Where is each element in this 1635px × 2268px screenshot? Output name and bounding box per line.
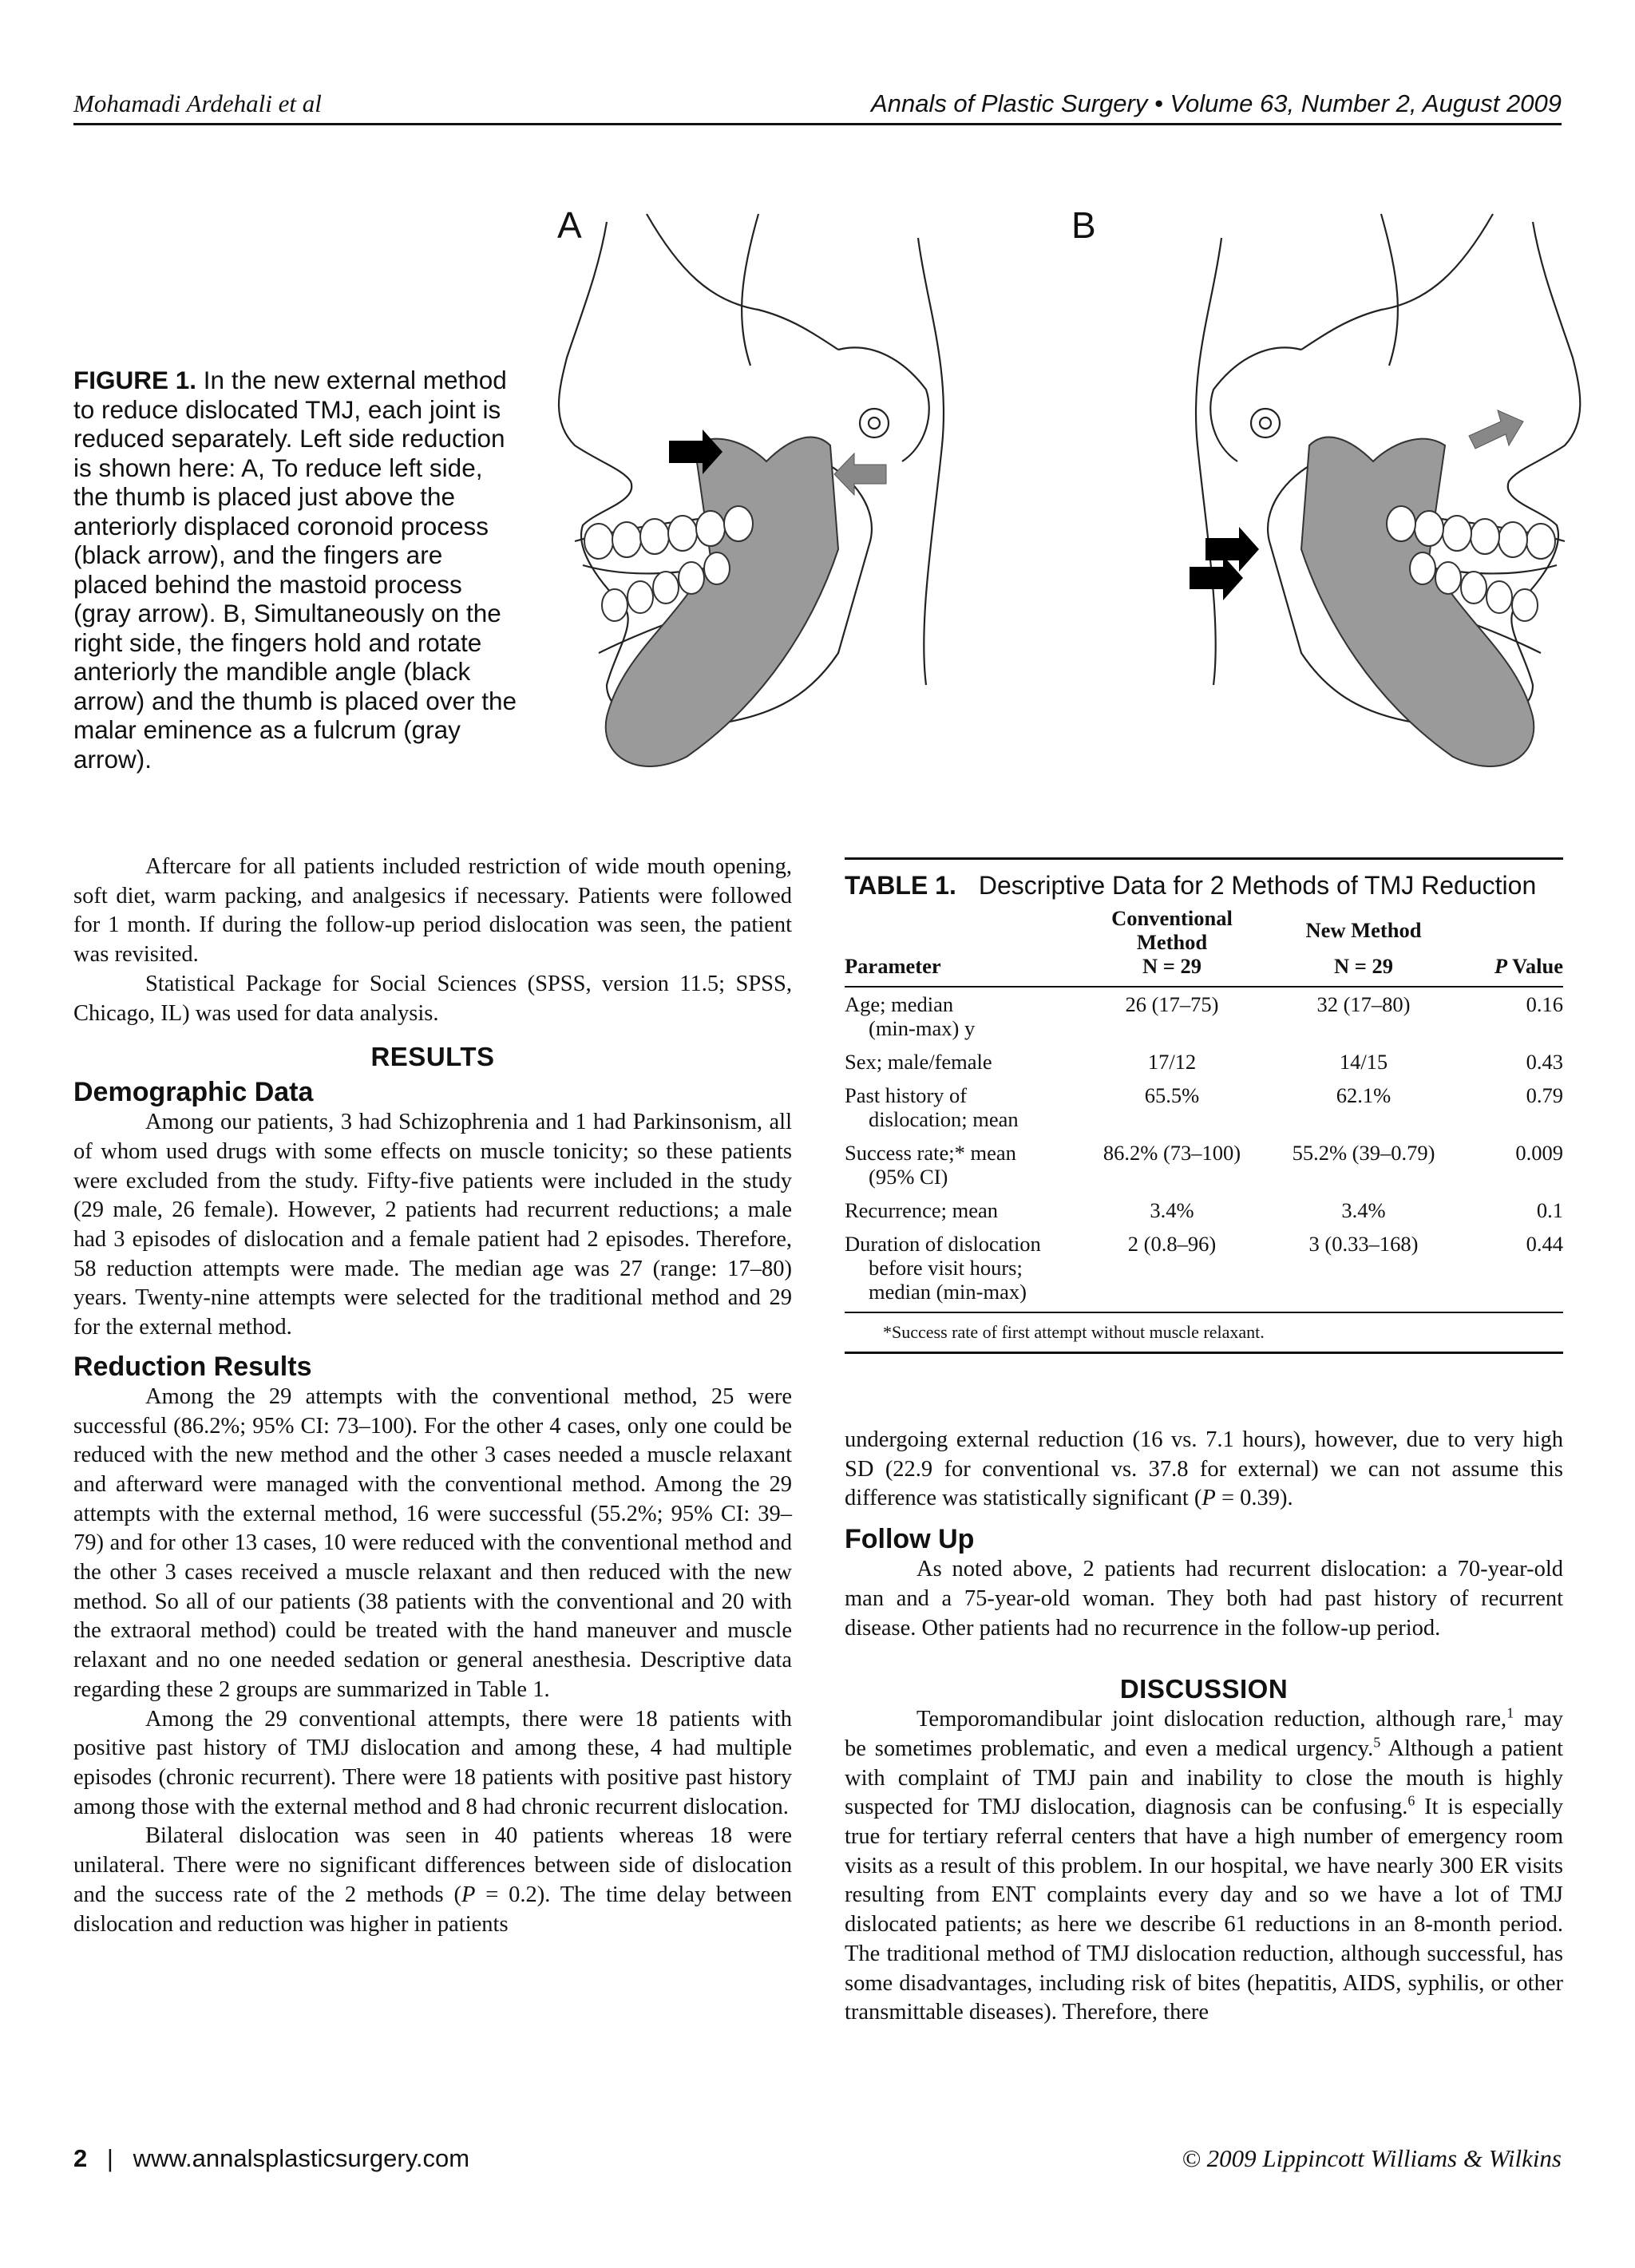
table-label: TABLE 1. xyxy=(845,871,956,900)
footer-left xyxy=(73,2144,469,2173)
gray-arrow-b xyxy=(1469,410,1523,449)
black-arrow-b1 xyxy=(1205,527,1259,572)
table-row: Recurrence; mean 3.4% 3.4% 0.1 xyxy=(845,1198,1563,1222)
running-header-journal: Annals of Plastic Surgery • Volume 63, Number 2, August 2009 xyxy=(871,89,1562,117)
footer-separator: | xyxy=(106,2144,113,2172)
discussion-heading: DISCUSSION xyxy=(1119,1674,1289,1704)
table-title xyxy=(845,860,1563,906)
follow-up-heading: Follow Up xyxy=(845,1524,975,1555)
page-number: 2 xyxy=(73,2144,88,2172)
right-column xyxy=(845,1426,1563,2028)
table-row: Sex; male/female 17/12 14/15 0.43 xyxy=(845,1050,1563,1074)
paragraph-aftercare: Aftercare for all patients included restriction of wide mouth opening, soft diet, warm packing, and analgesics if necessary. Patients were followed for 1 month. If during the follow-up period dislocation was seen, the patient was revisited. xyxy=(73,854,792,968)
running-header-authors: Mohamadi Ardehali et al xyxy=(73,89,322,117)
col-header-new: New Method xyxy=(1305,918,1422,942)
paragraph-spss: Statistical Package for Social Sciences (SPSS, version 11.5; SPSS, Chicago, IL) was used for data analysis. xyxy=(73,971,792,1026)
results-heading: RESULTS xyxy=(370,1042,495,1072)
paragraph-discussion: Temporomandibular joint dislocation reduction, although rare,$^1$ may be sometimes problematic, and even a medical urgency.$^5$ Although a patient with complaint of TMJ pain and inability to close the mouth is highly suspected for TMJ dislocation, diagnosis can be confusing.$^6$ It is especially true for tertiary referral centers that have a high number of emergency room visits as a result of this problem. In our hospital, we have nearly 300 ER visits resulting from ENT complaints every day and so we have a lot of TMJ dislocated patients; as here we describe 61 reductions in an 8-month period. The traditional method of TMJ dislocation reduction, although successful, has some disadvantages, including risk of bites (hepatitis, AIDS, syphilis, or other transmittable diseases). Therefore, there xyxy=(845,1704,1564,2025)
paragraph-demographic: Among our patients, 3 had Schizophrenia and 1 had Parkinsonism, all of whom used drugs with some effects on muscle tonicity; so these patients were excluded from the study. Fifty-five patients were included in the study (29 male, 26 female). However, 2 patients had recurrent reductions; a male had 3 episodes of dislocation and a female patient had 2 episodes. Therefore, 58 reduction attempts were made. The median age was 27 (range: 17–80) years. Twenty-nine attempts were selected for the traditional method and 29 for the external method. xyxy=(73,1110,792,1340)
panel-label-b: B xyxy=(1071,206,1096,246)
paragraph-reduction-1: Among the 29 attempts with the conventional method, 25 were successful (86.2%; 95% CI: 73–100). For the other 4 cases, only one could be reduced with the new method and the other 3 cases needed a muscle relaxant and afterward were managed with the conventional method. Among the 29 attempts with the external method, 16 were successful (55.2%; 95% CI: 39–79) and for other 13 cases, 10 were reduced with the conventional method and the other 3 cases received a muscle relaxant and then reduced with the new method. So all of our patients (38 patients with the conventional and 20 with the extraoral method) could be treated with the hand maneuver and muscle relaxant and no one needed sedation or general anesthesia. Descriptive data regarding these 2 groups are summarized in Table 1. xyxy=(73,1383,792,1702)
table-grid xyxy=(845,906,1563,1312)
table-row: Age; median (min-max) y 26 (17–75) 32 (17–80) 0.16 xyxy=(845,992,1563,1040)
paragraph-follow-up: As noted above, 2 patients had recurrent dislocation: a 70-year-old man and a 75-year-old woman. They both had past history of recurrent disease. Other patients had no recurrence in the follow-up period. xyxy=(845,1557,1563,1641)
table-1 xyxy=(845,857,1563,1354)
col-header-parameter: Parameter xyxy=(845,954,941,978)
journal-url[interactable]: www.annalsplasticsurgery.com xyxy=(133,2144,470,2172)
table-title-text: Descriptive Data for 2 Methods of TMJ Reduction xyxy=(978,871,1537,900)
figure-caption-text: In the new external method to reduce dislocated TMJ, each joint is reduced separately. Left side reduction is shown here: A, To reduce left side, the thumb is placed just above the anteriorly displaced coronoid process (black arrow), and the fingers are placed behind the mastoid process (gray arrow). B, Simultaneously on the right side, the fingers hold and rotate anteriorly the mandible angle (black arrow) and the thumb is placed over the malar eminence as a fulcrum (gray arrow). xyxy=(73,366,517,774)
col-header-conventional: Conventional Method xyxy=(1111,906,1233,954)
footer-copyright: © 2009 Lippincott Williams & Wilkins xyxy=(1182,2144,1562,2172)
left-column xyxy=(73,853,792,1939)
figure-caption xyxy=(73,366,521,774)
col-header-p-spacer xyxy=(1459,906,1563,954)
black-arrow-b2 xyxy=(1190,556,1243,600)
table-footnote: *Success rate of first attempt without muscle relaxant. xyxy=(883,1322,1265,1342)
col-header-p-value: P Value xyxy=(1494,954,1563,978)
paragraph-reduction-2: Among the 29 conventional attempts, there were 18 patients with positive past history of TMJ dislocation and among these, 4 had multiple episodes (chronic recurrent). There were 18 patients with positive past history among those with the external method and 8 had chronic recurrent dislocation. xyxy=(73,1706,792,1819)
demographic-heading: Demographic Data xyxy=(73,1077,314,1108)
col-header-conventional-n: N = 29 xyxy=(1142,954,1202,978)
table-end-rule xyxy=(845,1352,1563,1354)
col-header-new-n: N = 29 xyxy=(1334,954,1393,978)
col-header-param-spacer xyxy=(845,906,1076,954)
reduction-heading: Reduction Results xyxy=(73,1351,312,1382)
panel-label-a: A xyxy=(557,206,582,246)
header-rule xyxy=(73,123,1562,125)
table-row: Duration of dislocation before visit hours; median (min-max) 2 (0.8–96) 3 (0.33–168) 0.44 xyxy=(845,1232,1563,1304)
table-row: Success rate;* mean (95% CI) 86.2% (73–100) 55.2% (39–0.79) 0.009 xyxy=(845,1141,1563,1189)
paragraph-duration: undergoing external reduction (16 vs. 7.1 hours), however, due to very high SD (22.9 for conventional vs. 37.8 for external) we can not assume this difference was statistically significant (P = 0.39). xyxy=(845,1427,1563,1511)
paragraph-reduction-3: Bilateral dislocation was seen in 40 patients whereas 18 were unilateral. There were no significant differences between side of dislocation and the success rate of the 2 methods (P = 0.2). The time delay between dislocation and reduction was higher in patients xyxy=(73,1823,792,1937)
figure-caption-label: FIGURE 1. xyxy=(73,366,197,394)
table-row: Past history of dislocation; mean 65.5% 62.1% 0.79 xyxy=(845,1083,1563,1131)
figure-1-illustration xyxy=(551,206,1589,806)
gray-arrow-a xyxy=(834,453,886,495)
